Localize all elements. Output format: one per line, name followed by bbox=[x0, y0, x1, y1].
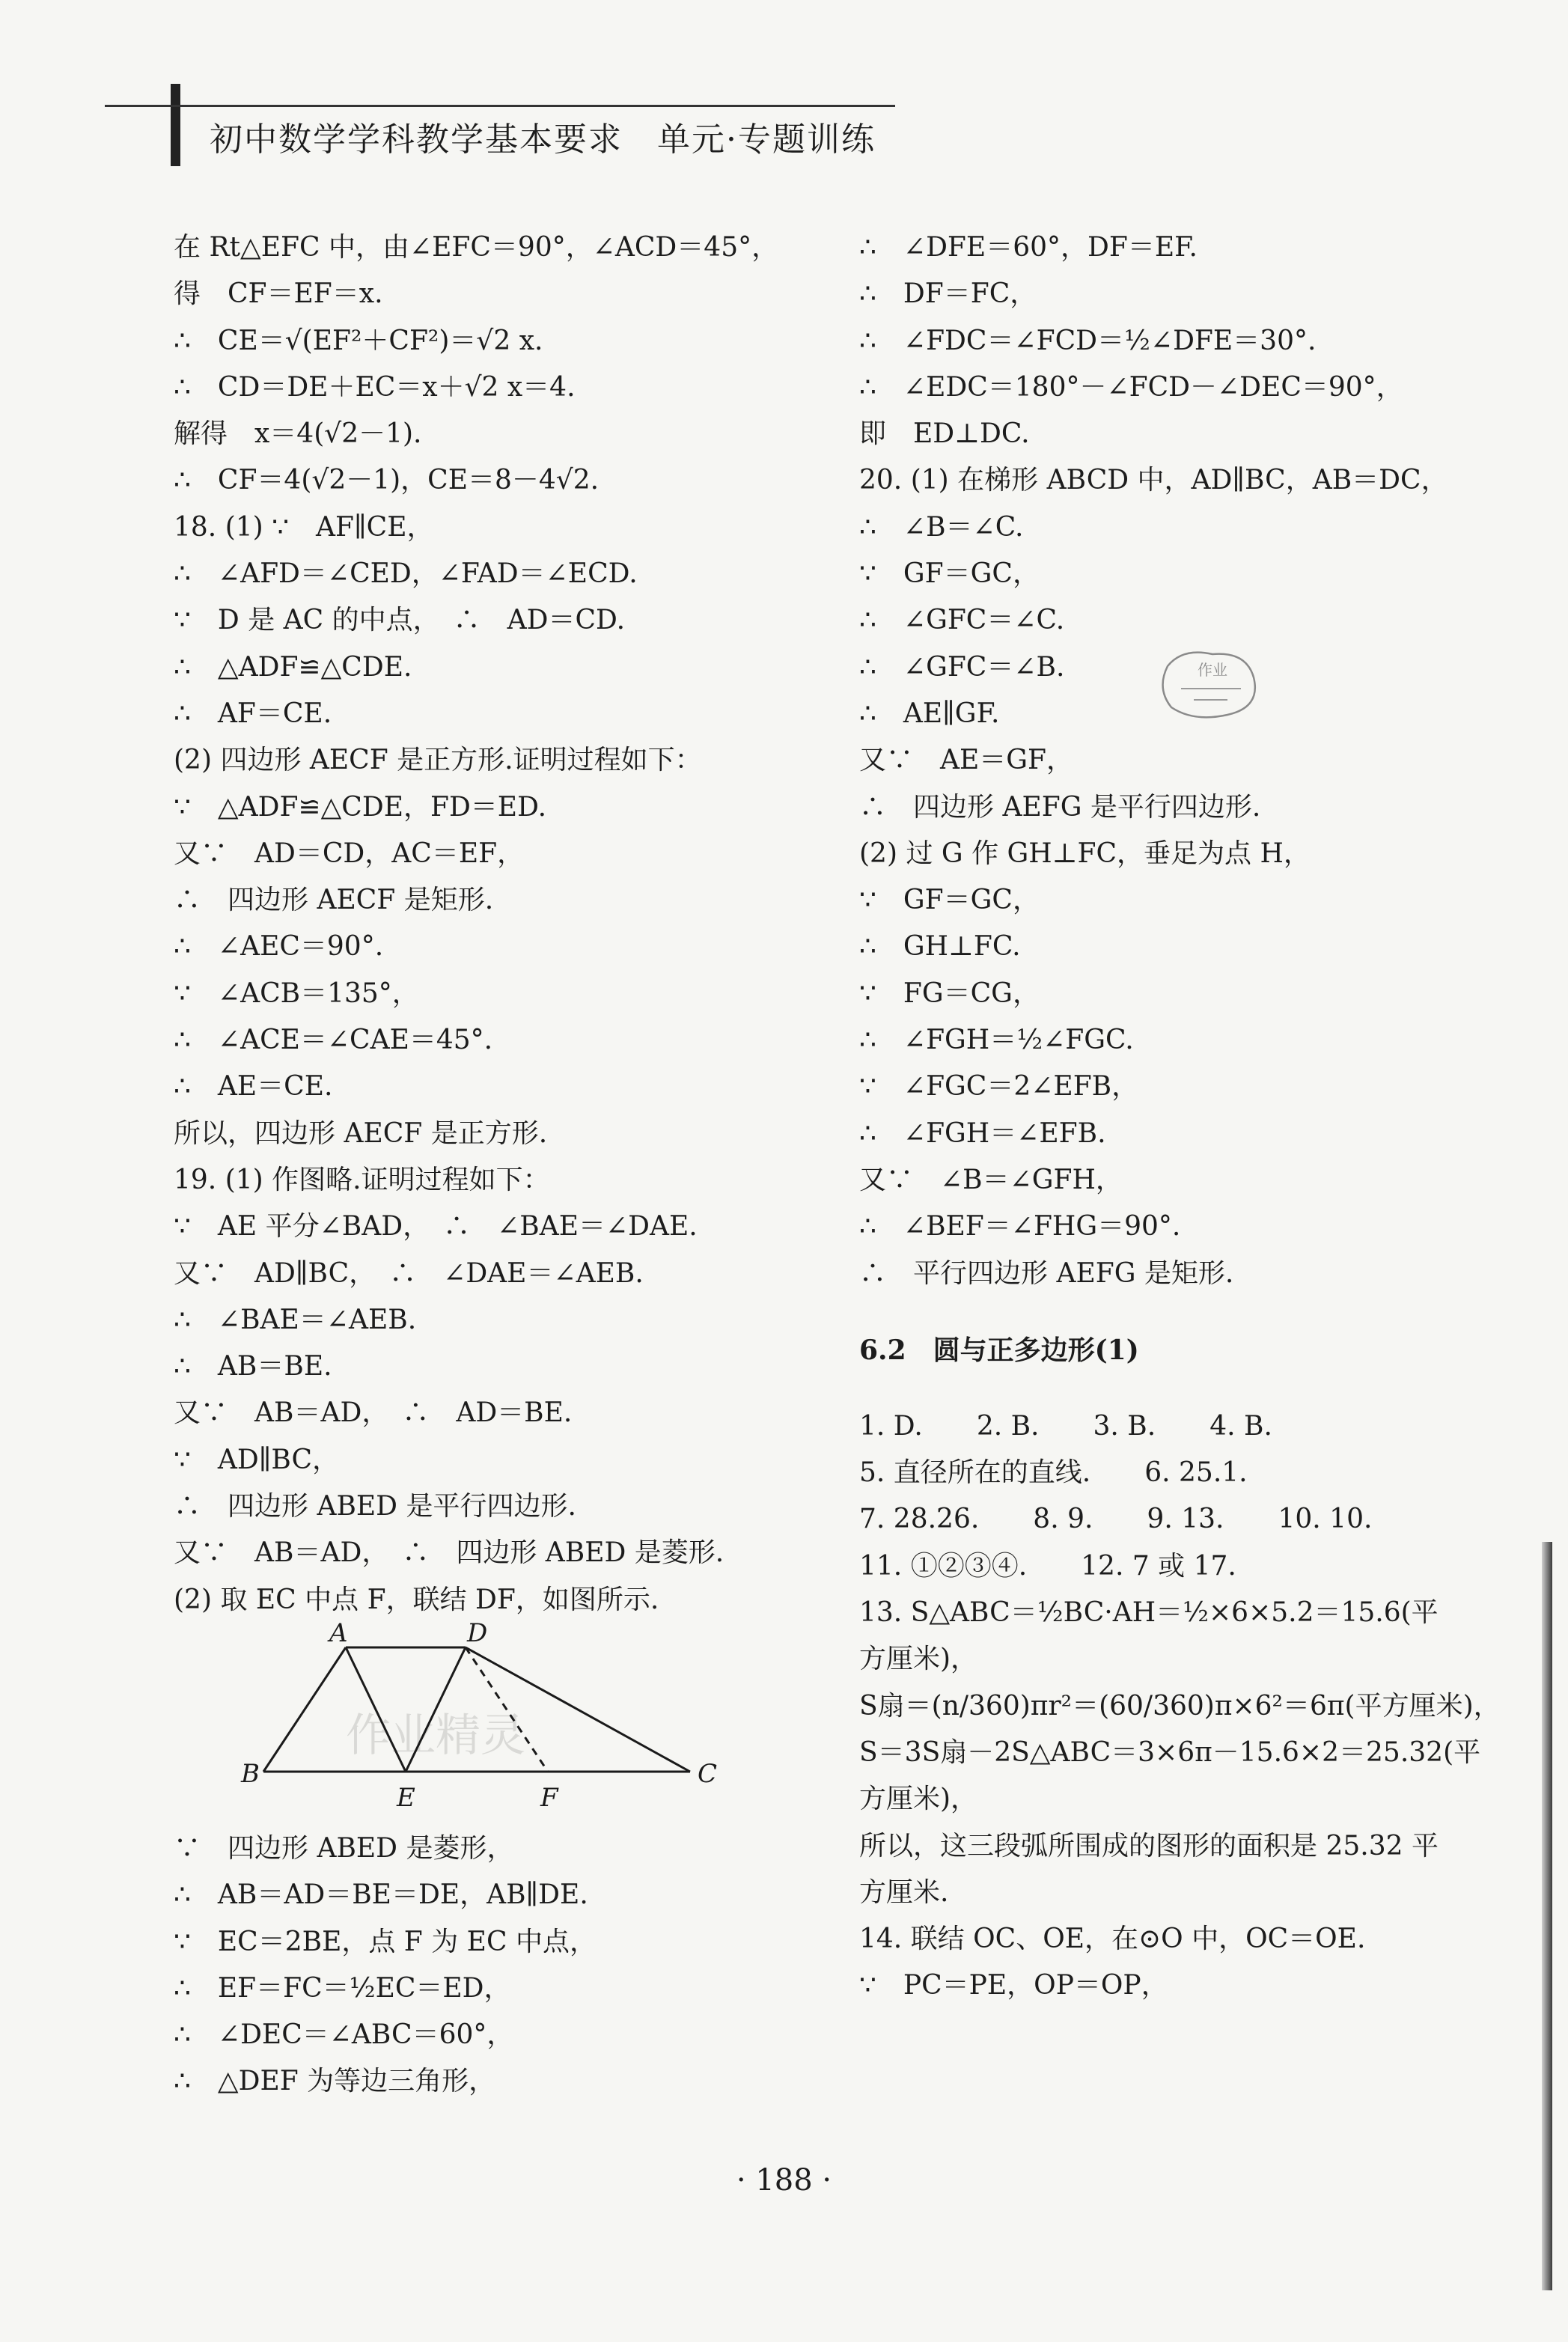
section-title: 6.2 圆与正多边形(1) bbox=[859, 1334, 1139, 1366]
text-line: 5. 直径所在的直线. 6. 25.1. bbox=[859, 1457, 1248, 1489]
text-line: ∴ ∠FGH＝½∠FGC. bbox=[859, 1025, 1134, 1056]
text-line: 7. 28.26. 8. 9. 9. 13. 10. 10. bbox=[859, 1504, 1373, 1535]
text-line: 又∵ AB＝AD， ∴ 四边形 ABED 是菱形. bbox=[174, 1537, 724, 1569]
text-line: ∵ ∠FGC＝2∠EFB， bbox=[859, 1071, 1139, 1103]
text-line: ∴ CF＝4(√2－1)，CE＝8－4√2. bbox=[174, 465, 600, 496]
text-line: 方厘米. bbox=[859, 1876, 949, 1908]
text-line: ∴ AE＝CE. bbox=[174, 1071, 333, 1103]
text-line: ∴ ∠GFC＝∠C. bbox=[859, 605, 1065, 636]
text-line: ∴ ∠ACE＝∠CAE＝45°. bbox=[174, 1025, 493, 1056]
text-line: ∵ GF＝GC， bbox=[859, 558, 1040, 590]
text-line: ∴ ∠DEC＝∠ABC＝60°， bbox=[174, 2019, 514, 2051]
text-line: ∵ PC＝PE，OP＝OP， bbox=[859, 1970, 1168, 2001]
left-column bbox=[174, 225, 779, 2105]
text-line: ∵ △ADF≌△CDE，FD＝ED. bbox=[174, 791, 547, 823]
text-line: ∴ ∠FDC＝∠FCD＝½∠DFE＝30°. bbox=[859, 325, 1317, 356]
text-line: 又∵ AD＝CD，AC＝EF， bbox=[174, 838, 525, 869]
text-line: 得 CF＝EF＝x. bbox=[174, 278, 383, 310]
right-column bbox=[859, 225, 1501, 2010]
scan-edge-shadow bbox=[1542, 1542, 1552, 2290]
label-d: D bbox=[467, 1617, 488, 1648]
stamp-text: 作业 bbox=[1198, 661, 1227, 679]
text-line: ∴ CD＝DE＋EC＝x＋√2 x＝4. bbox=[174, 371, 576, 403]
text-line: 18. (1) ∵ AF∥CE， bbox=[174, 511, 434, 543]
text-line: ∴ ∠GFC＝∠B. bbox=[859, 651, 1065, 683]
header-title: 初中数学学科教学基本要求 单元·专题训练 bbox=[210, 121, 876, 159]
text-line: ∴ GH⊥FC. bbox=[859, 931, 1021, 963]
header-rule bbox=[105, 105, 895, 107]
label-f: F bbox=[540, 1782, 558, 1813]
text-line: ∵ AE 平分∠BAD， ∴ ∠BAE＝∠DAE. bbox=[174, 1211, 698, 1242]
text-line: ∵ AD∥BC， bbox=[174, 1444, 340, 1475]
text-line: ∴ 平行四边形 AEFG 是矩形. bbox=[859, 1257, 1234, 1289]
text-line: 所以，四边形 AECF 是正方形. bbox=[174, 1117, 548, 1149]
text-line: ∴ ∠AFD＝∠CED，∠FAD＝∠ECD. bbox=[174, 558, 638, 590]
text-line: ∴ ∠BEF＝∠FHG＝90°. bbox=[859, 1211, 1181, 1242]
text-line: ∴ 四边形 AECF 是矩形. bbox=[174, 885, 494, 916]
label-e: E bbox=[397, 1782, 415, 1813]
text-line: 所以，这三段弧所围成的图形的面积是 25.32 平 bbox=[859, 1830, 1439, 1861]
text-line: 解得 x＝4(√2－1). bbox=[174, 418, 422, 450]
text-line: ∵ GF＝GC， bbox=[859, 885, 1040, 916]
text-line: ∴ 四边形 ABED 是平行四边形. bbox=[174, 1491, 576, 1522]
text-line: ∴ △DEF 为等边三角形， bbox=[174, 2066, 496, 2097]
text-line: 在 Rt△EFC 中，由∠EFC＝90°，∠ACD＝45°， bbox=[174, 232, 779, 263]
label-b: B bbox=[241, 1758, 260, 1789]
text-line: ∵ EC＝2BE，点 F 为 EC 中点， bbox=[174, 1926, 597, 1957]
text-line: ∵ ∠ACB＝135°， bbox=[174, 978, 419, 1009]
text-line: ∴ ∠B＝∠C. bbox=[859, 511, 1024, 543]
text-line: 19. (1) 作图略.证明过程如下： bbox=[174, 1164, 550, 1195]
text-line: ∴ ∠DFE＝60°，DF＝EF. bbox=[859, 232, 1198, 263]
text-line: 又∵ AD∥BC， ∴ ∠DAE＝∠AEB. bbox=[174, 1257, 644, 1289]
text-line: 又∵ AB＝AD， ∴ AD＝BE. bbox=[174, 1397, 573, 1429]
stamp-mark bbox=[1153, 644, 1265, 729]
text-line: ∴ AE∥GF. bbox=[859, 698, 1000, 729]
text-line: ∴ DF＝FC， bbox=[859, 278, 1037, 310]
text-line: (2) 四边形 AECF 是正方形.证明过程如下： bbox=[174, 745, 702, 776]
text-line: 14. 联结 OC、OE，在⊙O 中，OC＝OE. bbox=[859, 1924, 1366, 1955]
trapezoid-diagram bbox=[234, 1617, 718, 1826]
text-line: ∴ AB＝BE. bbox=[174, 1351, 332, 1382]
text-line: (2) 取 EC 中点 F，联结 DF，如图所示. bbox=[174, 1584, 659, 1615]
text-line: 方厘米)， bbox=[859, 1784, 978, 1815]
text-line: (2) 过 G 作 GH⊥FC，垂足为点 H， bbox=[859, 838, 1311, 869]
text-line: 又∵ AE＝GF， bbox=[859, 745, 1074, 776]
text-line: ∴ AB＝AD＝BE＝DE，AB∥DE. bbox=[174, 1879, 588, 1911]
text-line: 13. S△ABC＝½BC·AH＝½×6×5.2＝15.6(平 bbox=[859, 1597, 1439, 1629]
figure-watermark: 作业精灵 bbox=[346, 1709, 525, 1762]
text-line: ∴ ∠EDC＝180°－∠FCD－∠DEC＝90°， bbox=[859, 371, 1403, 403]
label-c: C bbox=[698, 1758, 718, 1789]
text-line: ∴ AF＝CE. bbox=[174, 698, 332, 729]
text-line: ∴ 四边形 AEFG 是平行四边形. bbox=[859, 791, 1261, 823]
text-line: ∴ EF＝FC＝½EC＝ED， bbox=[174, 1972, 511, 2004]
text-line: 即 ED⊥DC. bbox=[859, 418, 1030, 450]
text-line: 又∵ ∠B＝∠GFH， bbox=[859, 1164, 1123, 1195]
text-line: ∵ FG＝CG， bbox=[859, 978, 1040, 1009]
text-line: ∴ CE＝√(EF²＋CF²)＝√2 x. bbox=[174, 325, 543, 356]
label-a: A bbox=[329, 1617, 348, 1648]
text-line: ∵ 四边形 ABED 是菱形， bbox=[174, 1832, 514, 1864]
segment-ab bbox=[263, 1647, 346, 1772]
text-line: 20. (1) 在梯形 ABCD 中，AD∥BC，AB＝DC， bbox=[859, 465, 1448, 496]
text-line: ∴ △ADF≌△CDE. bbox=[174, 651, 412, 683]
header-bar bbox=[171, 84, 180, 166]
text-line: ∴ ∠BAE＝∠AEB. bbox=[174, 1304, 417, 1335]
section-gap bbox=[859, 1297, 1480, 1327]
text-line: 1. D. 2. B. 3. B. 4. B. bbox=[859, 1410, 1272, 1442]
text-line: ∴ ∠FGH＝∠EFB. bbox=[859, 1117, 1106, 1149]
text-line: S＝3S扇－2S△ABC＝3×6π－15.6×2＝25.32(平 bbox=[859, 1736, 1481, 1768]
text-line: 11. ①②③④. 12. 7 或 17. bbox=[859, 1550, 1236, 1582]
stamp-icon bbox=[1153, 644, 1265, 726]
text-line: 方厘米)， bbox=[859, 1644, 978, 1675]
text-line: ∵ D 是 AC 的中点， ∴ AD＝CD. bbox=[174, 605, 626, 636]
text-line: S扇＝(n/360)πr²＝(60/360)π×6²＝6π(平方厘米)， bbox=[859, 1690, 1501, 1722]
trapezoid-figure bbox=[174, 1617, 772, 1826]
text-line: ∴ ∠AEC＝90°. bbox=[174, 931, 384, 963]
page-number: · 188 · bbox=[736, 2163, 832, 2198]
